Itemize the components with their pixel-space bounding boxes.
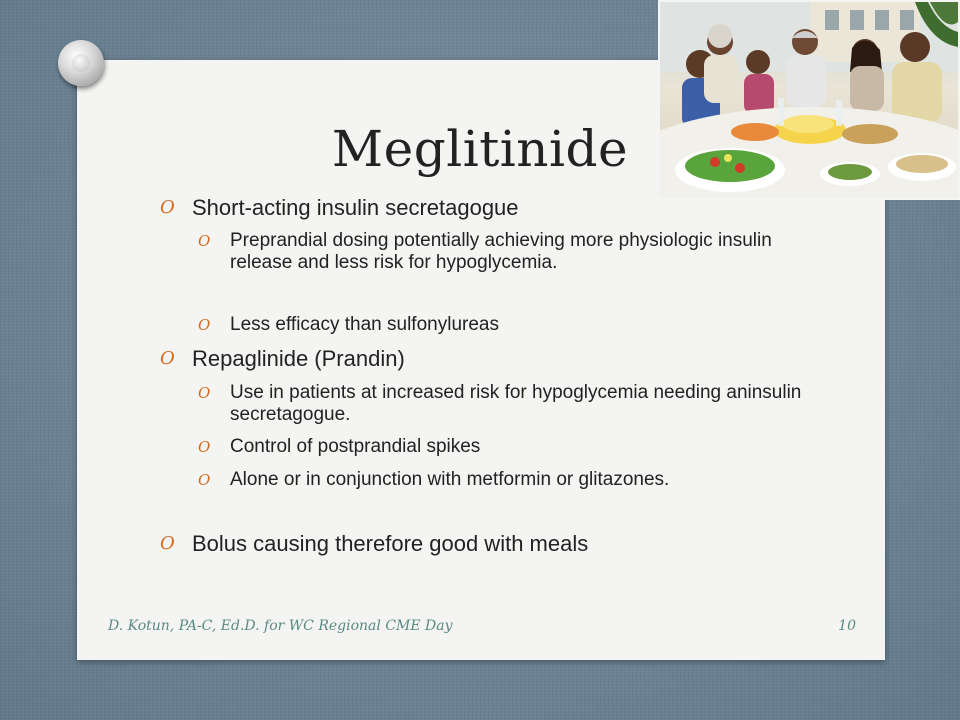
bullet-text: Preprandial dosing potentially achieving more physiologic insulin release and less risk for hypoglycemia.	[230, 230, 772, 273]
bullet-marker-icon: O	[198, 232, 211, 250]
bullet-level2	[198, 382, 803, 426]
bullet-text: Repaglinide (Prandin)	[192, 346, 405, 371]
bullet-text: Control of postprandial spikes	[230, 436, 481, 457]
pushpin-icon	[58, 40, 104, 86]
slide-title: Meglitinide	[331, 120, 629, 178]
bullet-level1	[160, 194, 760, 221]
bullet-marker-icon: O	[160, 533, 175, 554]
page-number: 10	[838, 618, 856, 634]
bullet-text: Bolus causing therefore good with meals	[192, 531, 589, 556]
bullet-level2	[198, 230, 803, 274]
bullet-level1	[160, 345, 760, 372]
bullet-marker-icon: O	[198, 384, 211, 402]
bullet-marker-icon: O	[160, 197, 175, 218]
bullet-text: Short-acting insulin secretagogue	[192, 195, 519, 220]
bullet-level2	[198, 314, 803, 336]
bullet-text: Less efficacy than sulfonylureas	[230, 314, 499, 335]
bullet-marker-icon: O	[198, 471, 211, 489]
bullet-level1	[160, 530, 800, 557]
bullet-level2	[198, 436, 803, 458]
bullet-marker-icon: O	[160, 348, 175, 369]
bullet-text: Use in patients at increased risk for hypoglycemia needing aninsulin secretagogue.	[230, 382, 802, 425]
footer-author: D. Kotun, PA-C, Ed.D. for WC Regional CME Day	[108, 618, 453, 634]
bullet-text: Alone or in conjunction with metformin or glitazones.	[230, 469, 670, 490]
bullet-level2	[198, 469, 758, 491]
bullet-marker-icon: O	[198, 316, 211, 334]
bullet-marker-icon: O	[198, 438, 211, 456]
